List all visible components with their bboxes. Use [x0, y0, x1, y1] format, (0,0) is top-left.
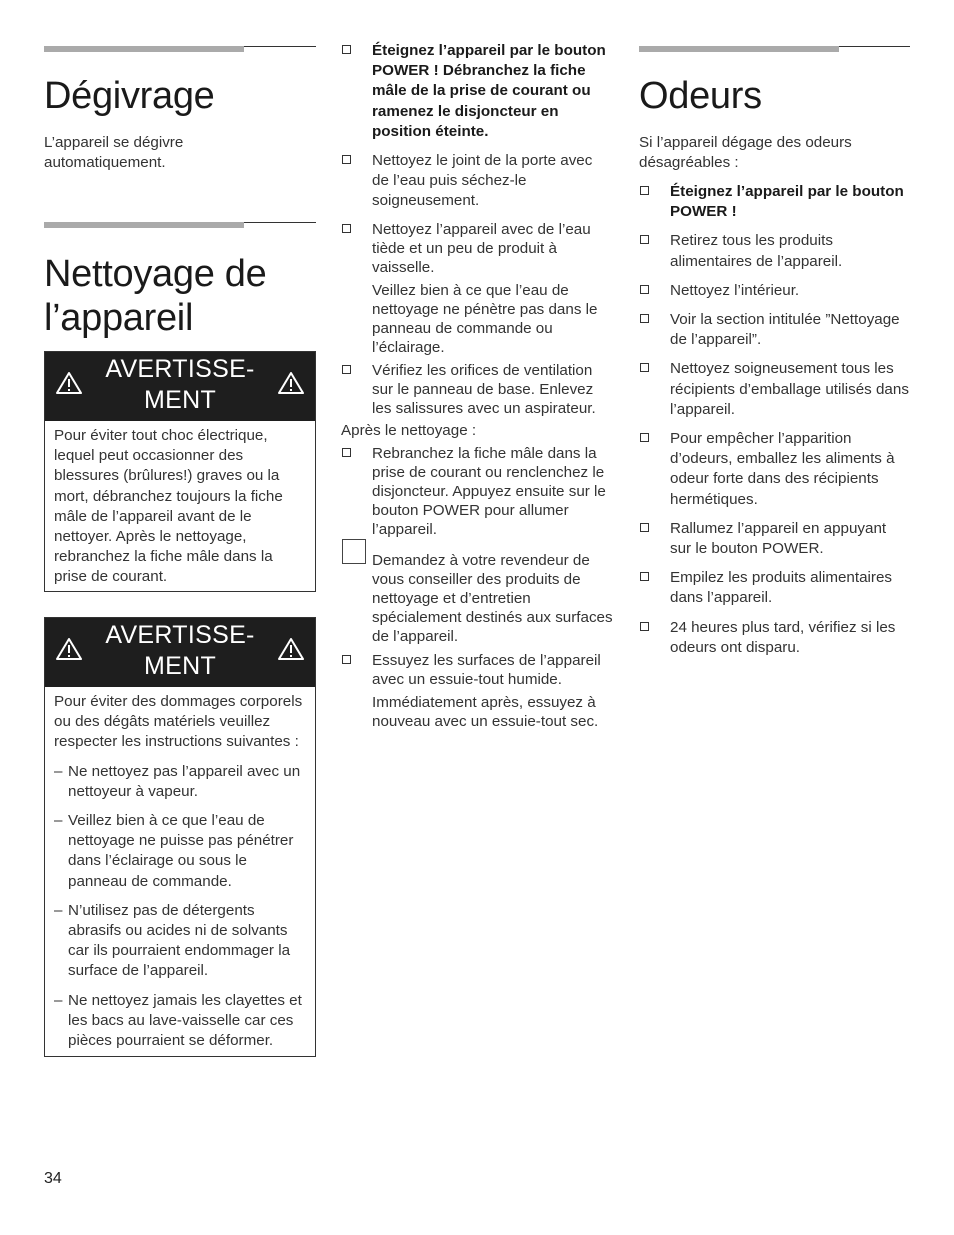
list-item-text: Rallumez l’appareil en appuyant sur le bouton POWER.	[670, 519, 887, 558]
checkbox-icon	[640, 622, 649, 631]
warning-item	[54, 762, 306, 802]
list-item	[341, 551, 613, 646]
list-item-text: Éteignez l’appareil par le bouton POWER ! Débranchez la fiche mâle de la prise de courant ou ramenez le disjoncteur en position éteinte.	[372, 42, 606, 140]
list-item	[639, 182, 911, 222]
list-item-text: Demandez à votre revendeur de vous conseiller des produits de nettoyage et d’entretien spécialement destinés aux surfaces de l’appareil.	[372, 552, 613, 646]
middle-column	[341, 41, 613, 731]
list-item	[639, 429, 911, 510]
warning-item-text: Veillez bien à ce que l’eau de nettoyage ne puisse pas pénétrer dans l’éclairage ou sous le panneau de commande.	[68, 812, 294, 890]
odeurs-list	[639, 182, 911, 658]
warning-item-text: Ne nettoyez pas l’appareil avec un nettoyeur à vapeur.	[68, 762, 301, 800]
cleaning-steps	[341, 41, 613, 418]
checkbox-icon	[640, 572, 649, 581]
list-item-text: Voir la section intitulée ”Nettoyage de l’appareil”.	[670, 311, 900, 349]
list-item	[341, 41, 613, 142]
left-column	[44, 0, 316, 1050]
checkbox-icon	[640, 235, 649, 244]
warning-triangle-icon	[278, 637, 304, 661]
list-item-text: Pour empêcher l’apparition d’odeurs, emballez les aliments à odeur forte dans des récipients hermétiques.	[670, 430, 895, 508]
checkbox-icon	[640, 186, 649, 195]
odeurs-title: Odeurs	[639, 75, 762, 117]
warning-text: Pour éviter tout choc électrique, lequel peut occasionner des blessures (brûlures!) graves ou la mort, débranchez toujours la fiche mâle de l’appareil avant de le nettoyer. Après le nettoyage, rebranchez la fiche mâle dans la prise de courant.	[54, 427, 283, 586]
section-rule	[44, 46, 316, 54]
list-item	[639, 281, 911, 301]
list-item	[639, 519, 911, 559]
checkbox-icon	[640, 433, 649, 442]
list-item-text: 24 heures plus tard, vérifiez si les odeurs ont disparu.	[670, 618, 896, 656]
warning-header	[45, 618, 315, 687]
warning-header	[45, 352, 315, 421]
warning-body	[45, 421, 315, 591]
warning-intro: Pour éviter des dommages corporels ou des dégâts matériels veuillez respecter les instructions suivantes :	[54, 693, 303, 751]
dash-marker: –	[54, 812, 63, 830]
warning-title-line1: AVERTISSE-	[105, 621, 255, 649]
list-item	[639, 231, 911, 271]
page-number: 34	[44, 1170, 62, 1187]
checkbox-icon	[640, 363, 649, 372]
list-item	[341, 651, 613, 731]
warning-title	[45, 620, 315, 682]
warning-body	[45, 687, 315, 1056]
list-item-text: Nettoyez l’appareil avec de l’eau tiède et un peu de produit à vaisselle.	[372, 221, 591, 277]
list-item	[639, 310, 911, 350]
checkbox-icon	[342, 224, 351, 233]
list-item	[341, 444, 613, 539]
dash-marker: –	[54, 762, 63, 780]
degivrage-text: L’appareil se dégivre automatiquement.	[44, 134, 184, 171]
warning-item	[54, 991, 306, 1052]
list-item-text: Éteignez l’appareil par le bouton POWER !	[670, 183, 904, 221]
list-item	[639, 618, 911, 658]
nettoyage-title-line2: l’appareil	[44, 297, 194, 339]
list-item	[341, 220, 613, 357]
warning-item-text: N’utilisez pas de détergents abrasifs ou acides ni de solvants car ils pourraient endommager la surface de l’appareil.	[68, 901, 291, 980]
list-item-text: Empilez les produits alimentaires dans l’appareil.	[670, 569, 892, 607]
nettoyage-title-line1: Nettoyage de	[44, 253, 267, 295]
list-item	[639, 568, 911, 608]
warning-box-1	[44, 351, 316, 592]
checkbox-icon	[640, 314, 649, 323]
nettoyage-title	[44, 252, 316, 340]
warning-title	[45, 354, 315, 416]
warning-title-line2: MENT	[143, 652, 217, 680]
after-cleaning-steps	[341, 444, 613, 731]
list-item-text: Rebranchez la fiche mâle dans la prise de courant ou renclenchez le disjoncteur. Appuyez ensuite sur le bouton POWER pour allumer l’appareil.	[372, 445, 606, 539]
list-item	[341, 151, 613, 211]
checkbox-icon	[640, 523, 649, 532]
warning-triangle-icon	[278, 371, 304, 395]
degivrage-title: Dégivrage	[44, 75, 215, 117]
odeurs-intro: Si l’appareil dégage des odeurs désagréables :	[639, 134, 852, 171]
empty-checkbox-icon	[342, 539, 366, 564]
list-item	[639, 359, 911, 420]
warning-item-text: Ne nettoyez jamais les clayettes et les bacs au lave-vaisselle car ces pièces pourraient se déformer.	[68, 991, 302, 1050]
checkbox-icon	[342, 45, 351, 54]
warning-item	[54, 901, 306, 982]
checkbox-icon	[342, 155, 351, 164]
warning-title-line1: AVERTISSE-	[105, 355, 255, 383]
list-item-text: Nettoyez soigneusement tous les récipients d’emballage utilisés dans l’appareil.	[670, 360, 909, 418]
list-item	[341, 361, 613, 418]
checkbox-icon	[342, 365, 351, 374]
section-rule	[639, 46, 910, 54]
checkbox-icon	[342, 655, 351, 664]
checkbox-icon	[342, 448, 351, 457]
list-item-text: Nettoyez le joint de la porte avec de l’eau puis séchez-le soigneusement.	[372, 152, 593, 210]
warning-title-line2: MENT	[143, 386, 217, 414]
list-item-text: Retirez tous les produits alimentaires de l’appareil.	[670, 232, 843, 270]
list-item-text: Vérifiez les orifices de ventilation sur le panneau de base. Enlevez les salissures avec un aspirateur.	[372, 362, 596, 418]
checkbox-icon	[640, 285, 649, 294]
list-item-note: Veillez bien à ce que l’eau de nettoyage ne pénètre pas dans le panneau de commande ou l’éclairage.	[372, 282, 598, 357]
warning-item	[54, 811, 306, 892]
list-item-note: Immédiatement après, essuyez à nouveau avec un essuie-tout sec.	[372, 694, 599, 731]
dash-marker: –	[54, 901, 63, 919]
after-cleaning-label: Après le nettoyage :	[341, 422, 477, 440]
warning-box-2	[44, 617, 316, 1057]
dash-marker: –	[54, 991, 63, 1009]
list-item-text: Essuyez les surfaces de l’appareil avec un essuie-tout humide.	[372, 652, 601, 689]
section-rule	[44, 222, 316, 230]
list-item-text: Nettoyez l’intérieur.	[670, 281, 800, 299]
